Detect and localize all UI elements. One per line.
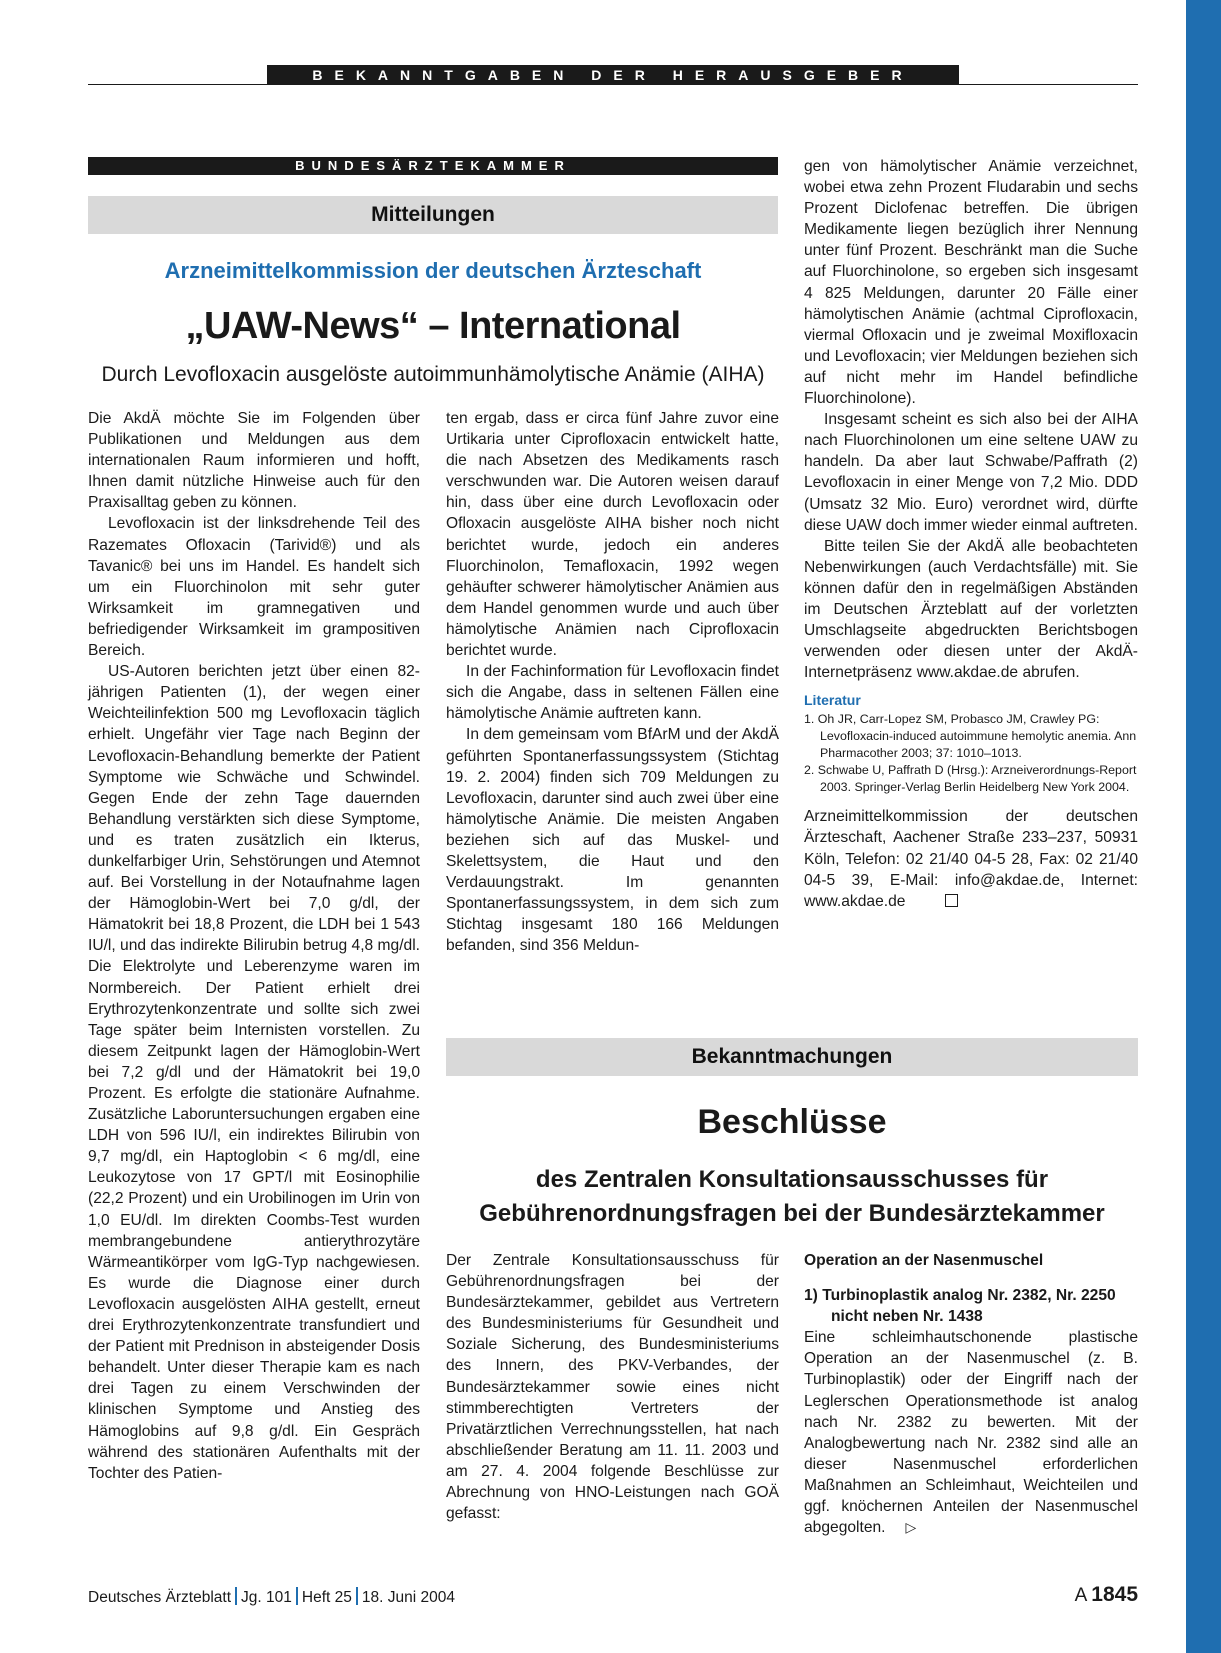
reference-item: 1. Oh JR, Carr-Lopez SM, Probasco JM, Crawley PG: Levofloxacin-induced autoimmune hemolytic anemia. Ann Pharmacother 2003; 37: 1010–1013. — [804, 712, 1137, 761]
literature-heading: Literatur — [804, 692, 861, 709]
announcement-title: Beschlüsse — [697, 1103, 887, 1141]
item-heading: 1) Turbinoplastik analog Nr. 2382, Nr. 2250 nicht neben Nr. 1438 — [804, 1287, 1116, 1326]
page-prefix: A — [1074, 1585, 1088, 1606]
paragraph — [804, 1327, 1138, 1538]
journal-issue: Heft 25 — [301, 1589, 352, 1606]
announcement-subtitle-line: Gebührenordnungsfragen bei der Bundesärztekammer — [479, 1200, 1105, 1227]
paragraph: Insgesamt scheint es sich also bei der AIHA nach Fluorchinolonen um eine seltene UAW zu handeln. Da aber laut Schwabe/Paffrath (2) Levofloxacin in einer Menge von 7,2 Mio. DDD (Umsatz 32 Mio. Euro) verordnet wird, dürfte diese UAW doch immer wieder einmal auftreten. — [804, 411, 1138, 534]
contact-info — [804, 806, 1138, 911]
footer-separator — [356, 1587, 358, 1605]
reference-item: 2. Schwabe U, Paffrath D (Hrsg.): Arzneiverordnungs-Report 2003. Springer-Verlag Berlin Heidelberg New York 2004. — [804, 763, 1137, 795]
header-band: BEKANNTGABEN DER HERAUSGEBER — [267, 65, 959, 85]
article-title: „UAW-News“ – International — [185, 305, 681, 347]
announcement-subtitle — [446, 1163, 1138, 1231]
footer-separator — [296, 1587, 298, 1605]
section-heading: Operation an der Nasenmuschel — [804, 1252, 1044, 1269]
paragraph: Die AkdÄ möchte Sie im Folgenden über Publikationen und Meldungen aus dem internationalen Raum informieren und hofft, Ihnen damit nützliche Hinweise auch für den Praxisalltag geben zu können. — [88, 410, 420, 512]
journal-volume: Jg. 101 — [241, 1589, 292, 1606]
item-text: Eine schleimhautschonende plastische Operation an der Nasenmuschel (z. B. Turbinoplastik) oder der Eingriff nach der Leglerschen Operationsmethode ist analog nach Nr. 2382 zu bewerten. Mit der Analogbewertung nach Nr. 2382 sind alle an dieser Nasenmuschel erforderlichen Maßnahmen an Schleimhaut, Weichteilen und ggf. knöchernen Anteilen der Nasenmuschel abgegolten. — [804, 1329, 1138, 1537]
paragraph: In dem gemeinsam vom BfArM und der AkdÄ geführten Spontanerfassungssystem (Stichtag 19. 2. 2004) finden sich 709 Meldungen zu Levofloxacin, darunter sind auch zwei über eine hämolytische Anämie. Die meisten Angaben beziehen sich auf das Muskel- und Skelettsystem, die Haut und den Verdauungstrakt. Im genannten Spontanerfassungssystem, in dem sich zum Stichtag insgesamt 180 166 Meldungen befanden, sind 356 Meldun- — [446, 726, 779, 955]
journal-date: 18. Juni 2004 — [361, 1589, 455, 1606]
announcement-subtitle-line: des Zentralen Konsultationsausschusses für — [535, 1166, 1049, 1193]
paragraph: Der Zentrale Konsultationsausschuss für Gebührenordnungsfragen bei der Bundesärztekammer, gebildet aus Vertretern des Bundesministeriums für Gesundheit und Soziale Sicherung, des Bundesministeriums des Innern, des PKV-Verbandes, der Bundesärztekammer sowie eines nicht stimmberechtigten Vertreters der Privatärztlichen Verrechnungsstellen, hat nach abschließender Beratung am 11. 11. 2003 und am 27. 4. 2004 folgende Beschlüsse zur Abrechnung von HNO-Leistungen nach GOÄ gefasst: — [446, 1252, 779, 1523]
edge-color-bar — [1186, 0, 1221, 1653]
page-number — [1075, 1583, 1138, 1607]
section-band: BUNDESÄRZTEKAMMER — [88, 157, 778, 175]
article-kicker: Arzneimittelkommission der deutschen Ärzteschaft — [164, 258, 702, 283]
article-column-2 — [446, 408, 779, 956]
end-of-article-box-icon — [945, 894, 958, 907]
header-rule — [88, 84, 1138, 85]
contact-text: Arzneimittelkommission der deutschen Ärzteschaft, Aachener Straße 233–237, 50931 Köln, Telefon: 02 21/40 04-5 28, Fax: 02 21/40 04-5 39, E-Mail: info@akdae.de, Internet: www.akdae.de — [804, 808, 1138, 910]
category-band-mitteilungen: Mitteilungen — [88, 196, 778, 234]
footer-citation — [88, 1587, 455, 1607]
page-number-value: 1845 — [1091, 1583, 1138, 1606]
category-band-bekanntmachungen: Bekanntmachungen — [446, 1038, 1138, 1076]
footer-separator — [235, 1587, 237, 1605]
page-footer — [88, 1583, 1138, 1609]
announcement-column-2 — [804, 1250, 1138, 1538]
announcement-column-1 — [446, 1250, 779, 1524]
paragraph: ten ergab, dass er circa fünf Jahre zuvor eine Urtikaria unter Ciprofloxacin entwickelt hatte, die nach Absetzen des Medikaments rasch verschwunden war. Die Autoren weisen darauf hin, dass über eine durch Levofloxacin oder Ofloxacin ausgelöste AIHA bisher noch nicht berichtet wurde, jedoch ein anderes Fluorchinolon, Temafloxacin, 1992 wegen gehäufter schwerer hämolytischer Anämien aus dem Handel genommen wurde und auch über hämolytische Anämien nach Ciprofloxacin berichtet wurde. — [446, 410, 779, 660]
paragraph: US-Autoren berichten jetzt über einen 82-jährigen Patienten (1), der wegen einer Weichteilinfektion 500 mg Levofloxacin täglich erhielt. Ungefähr vier Tage nach Beginn der Levofloxacin-Behandlung bemerkte der Patient Symptome wie Schwäche und Schwindel. Gegen Ende der zehn Tage dauernden Behandlung verstärkten sich diese Symptome, und es traten zusätzlich ein Ikterus, dunkelfarbiger Urin, Sehstörungen und Atemnot auf. Bei Vorstellung in der Notaufnahme lagen der Hämoglobin-Wert bei 7,0 g/dl, der Hämatokrit bei 18,8 Prozent, die LDH bei 1 543 IU/l, und das indirekte Bilirubin betrug 4,8 mg/dl. Die Elektrolyte und Leberenzyme waren im Normbereich. Der Patient erhielt drei Erythrozytenkonzentrate und sollte sich zwei Tage später beim Internisten vorstellen. Zu diesem Zeitpunkt lagen der Hämoglobin-Wert bei 7,2 g/dl und der Hämatokrit bei 19,0 Prozent. Es erfolgte die stationäre Aufnahme. Zusätzliche Laboruntersuchungen ergaben eine LDH von 596 IU/l, ein indirektes Bilirubin von 9,7 mg/dl, ein Haptoglobin < 6 mg/dl, eine Leukozytose von 17 GPT/l mit Eosinophilie (22,2 Prozent) und ein Urobilinogen im Urin von 1,0 EU/dl. Im direkten Coombs-Test wurden membrangebundene antierythrozytäre Wärmeantikörper vom IgG-Typ nachgewiesen. Es wurde die Diagnose einer durch Levofloxacin ausgelösten AIHA gestellt, erneut drei Erythrozytenkonzentrate transfundiert und der Patient mit Prednison in absteigender Dosis behandelt. Unter dieser Therapie kam es nach drei Tagen zu einem Verschwinden der klinischen Symptome und Anstieg des Hämoglobins auf 9,8 g/dl. Ein Gespräch während des stationären Aufenthalts mit der Tochter des Patien- — [88, 663, 420, 1482]
article-column-1 — [88, 408, 420, 1484]
journal-name: Deutsches Ärzteblatt — [88, 1589, 232, 1606]
article-subtitle: Durch Levofloxacin ausgelöste autoimmunhämolytische Anämie (AIHA) — [101, 363, 765, 386]
reference-list — [804, 711, 1138, 796]
continue-arrow-icon: ▷ — [905, 1519, 917, 1536]
paragraph: In der Fachinformation für Levofloxacin findet sich die Angabe, dass in seltenen Fällen eine hämolytische Anämie auftreten kann. — [446, 663, 779, 723]
paragraph: Bitte teilen Sie der AkdÄ alle beobachteten Nebenwirkungen (auch Verdachtsfälle) mit. Sie können dafür den in regelmäßigen Abständen im Deutschen Ärzteblatt auf der vorletzten Umschlagseite abgedruckten Berichtsbogen verwenden oder diesen unter der AkdÄ-Internetpräsenz www.akdae.de abrufen. — [804, 537, 1138, 682]
paragraph: Levofloxacin ist der linksdrehende Teil des Razemates Ofloxacin (Tarivid®) und als Tavanic® bei uns im Handel. Es handelt sich um ein Fluorchinolon mit sehr guter Wirksamkeit im gramnegativen und befriedigender Wirksamkeit im grampositiven Bereich. — [88, 515, 420, 660]
article-column-3 — [804, 156, 1138, 912]
paragraph: gen von hämolytischer Anämie verzeichnet, wobei etwa zehn Prozent Fludarabin und sechs Prozent Diclofenac betreffen. Die übrigen Medikamente liegen bezüglich ihrer Nennung unter fünf Prozent. Beschränkt man die Suche auf Fluorchinolone, so ergeben sich insgesamt 4 825 Meldungen, darunter 20 Fälle einer hämolytischen Anämie (achtmal Ciprofloxacin, viermal Ofloxacin und je zweimal Moxifloxacin und Levofloxacin; vier Meldungen beziehen sich auf nicht mehr im Handel befindliche Fluorchinolone). — [804, 158, 1138, 408]
